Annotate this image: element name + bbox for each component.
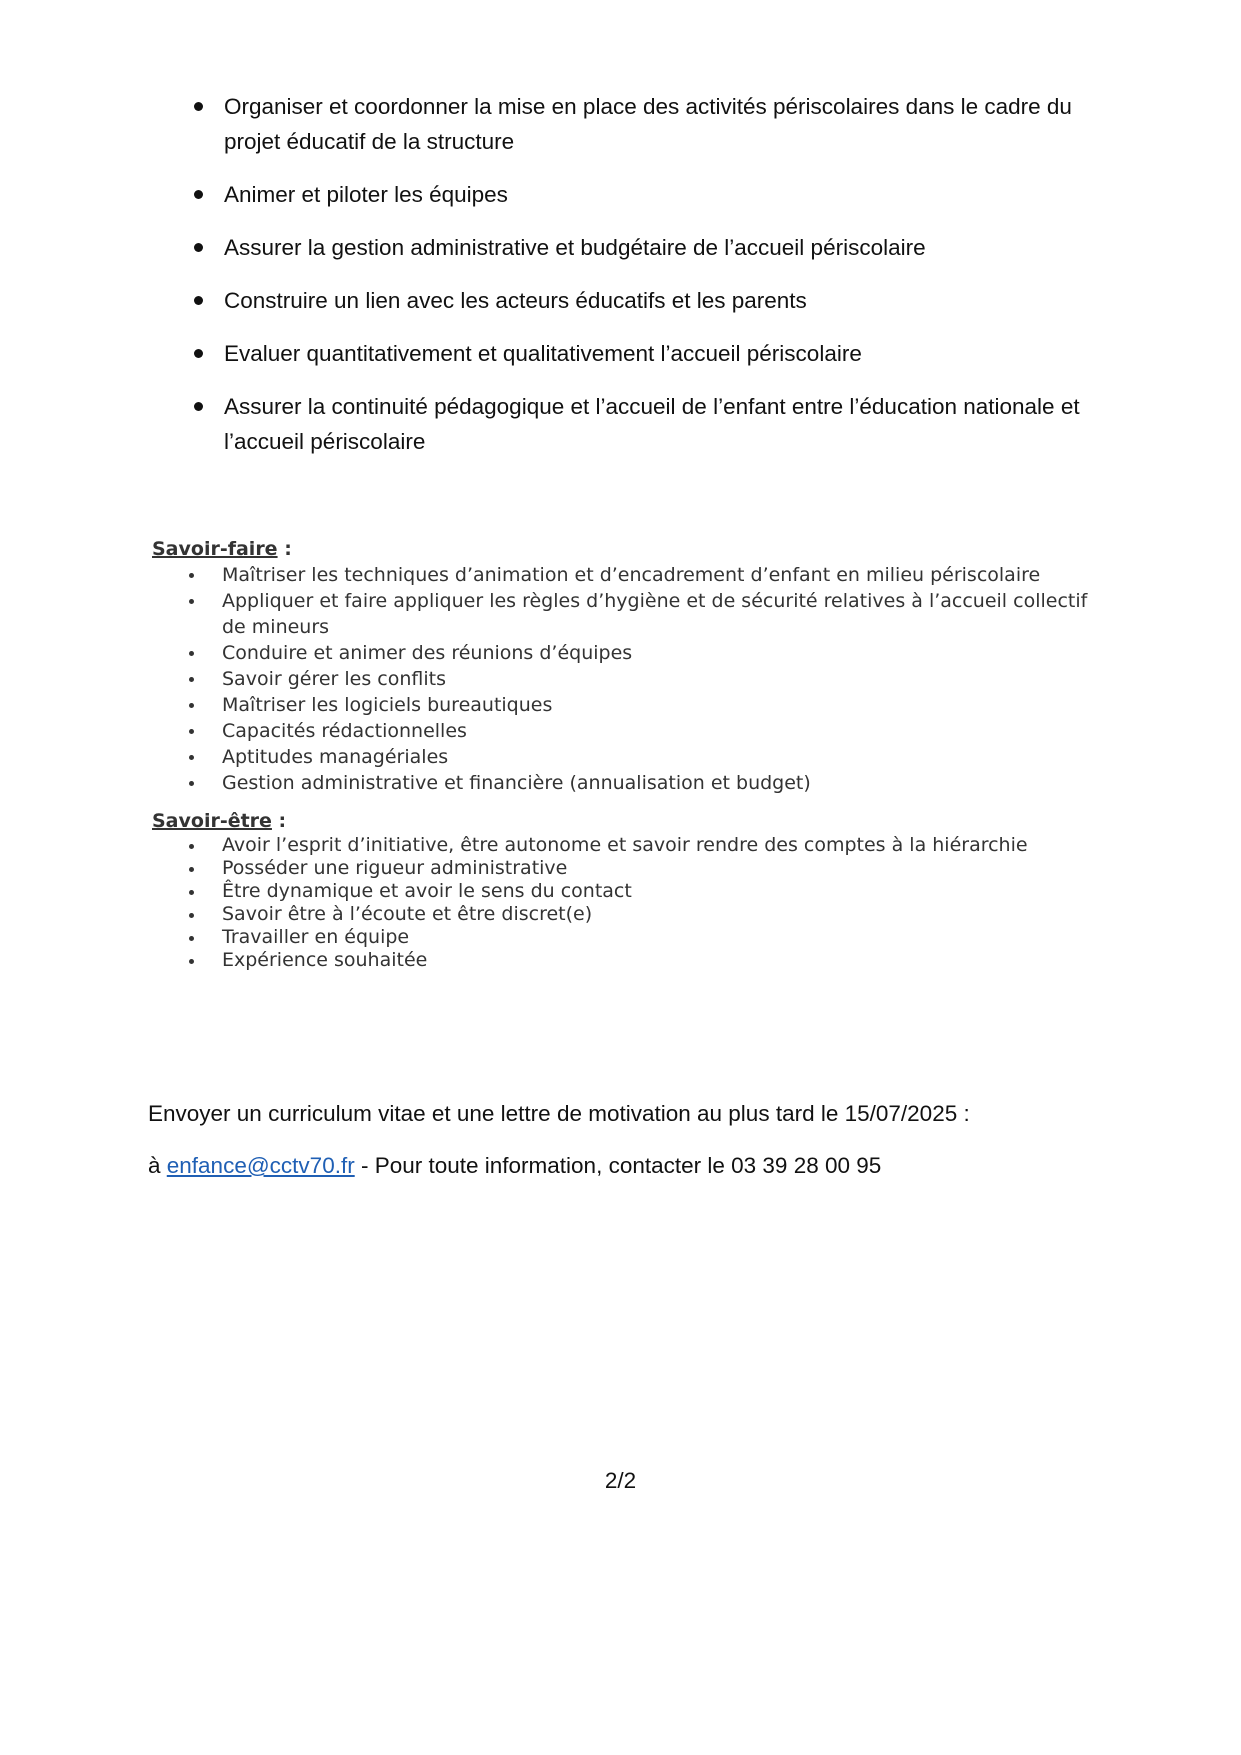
list-item: Posséder une rigueur administrative — [152, 857, 1102, 880]
bullet-icon — [189, 573, 194, 578]
savoir-etre-heading: Savoir-être : — [152, 810, 287, 832]
bullet-icon — [194, 190, 203, 199]
list-item: Avoir l’esprit d’initiative, être autonome et savoir rendre des comptes à la hiérarchie — [152, 834, 1102, 857]
bullet-icon — [194, 102, 203, 111]
list-item: Assurer la gestion administrative et budgétaire de l’accueil périscolaire — [148, 230, 1098, 265]
list-item: Savoir être à l’écoute et être discret(e) — [152, 903, 1102, 926]
list-item: Maîtriser les logiciels bureautiques — [152, 692, 1102, 718]
list-item: Capacités rédactionnelles — [152, 718, 1102, 744]
bullet-icon — [189, 651, 194, 656]
bullet-icon — [189, 867, 194, 872]
bullet-icon — [189, 677, 194, 682]
list-item: Conduire et animer des réunions d’équipes — [152, 640, 1102, 666]
page-number: 2/2 — [604, 1468, 637, 1493]
bullet-icon — [194, 402, 203, 411]
list-item: Evaluer quantitativement et qualitativement l’accueil périscolaire — [148, 336, 1098, 371]
list-item: Animer et piloter les équipes — [148, 177, 1098, 212]
bullet-icon — [189, 755, 194, 760]
list-item: Organiser et coordonner la mise en place des activités périscolaires dans le cadre du projet éducatif de la structure — [148, 89, 1098, 159]
contact-line: à enfance@cctv70.fr - Pour toute information, contacter le 03 39 28 00 95 — [148, 1153, 882, 1178]
bullet-icon — [189, 729, 194, 734]
bullet-icon — [189, 703, 194, 708]
section-spacer — [152, 796, 1102, 808]
bullet-icon — [194, 243, 203, 252]
bullet-icon — [189, 781, 194, 786]
bullet-icon — [194, 349, 203, 358]
bullet-icon — [194, 296, 203, 305]
list-item: Aptitudes managériales — [152, 744, 1102, 770]
list-item: Expérience souhaitée — [152, 949, 1102, 972]
list-item: Assurer la continuité pédagogique et l’accueil de l’enfant entre l’éducation nationale et l’accueil périscolaire — [148, 389, 1098, 459]
savoir-faire-heading: Savoir-faire : — [152, 538, 292, 560]
list-item: Appliquer et faire appliquer les règles d’hygiène et de sécurité relatives à l’accueil collectif de mineurs — [152, 588, 1102, 640]
bullet-icon — [189, 599, 194, 604]
bullet-icon — [189, 890, 194, 895]
list-item: Gestion administrative et financière (annualisation et budget) — [152, 770, 1102, 796]
bullet-icon — [189, 844, 194, 849]
bullet-icon — [189, 936, 194, 941]
missions-list — [148, 89, 1098, 477]
bullet-icon — [189, 959, 194, 964]
list-item: Savoir gérer les conflits — [152, 666, 1102, 692]
email-link[interactable]: enfance@cctv70.fr — [166, 1153, 355, 1178]
savoir-faire-list — [152, 562, 1102, 796]
bullet-icon — [189, 913, 194, 918]
list-item: Maîtriser les techniques d’animation et d’encadrement d’enfant en milieu périscolaire — [152, 562, 1102, 588]
application-instructions — [148, 1098, 1148, 1202]
list-item: Être dynamique et avoir le sens du contact — [152, 880, 1102, 903]
application-deadline-text: Envoyer un curriculum vitae et une lettre de motivation au plus tard le 15/07/2025 : — [148, 1101, 970, 1126]
skills-section — [152, 536, 1102, 972]
list-item: Construire un lien avec les acteurs éducatifs et les parents — [148, 283, 1098, 318]
savoir-etre-list — [152, 834, 1102, 972]
list-item: Travailler en équipe — [152, 926, 1102, 949]
